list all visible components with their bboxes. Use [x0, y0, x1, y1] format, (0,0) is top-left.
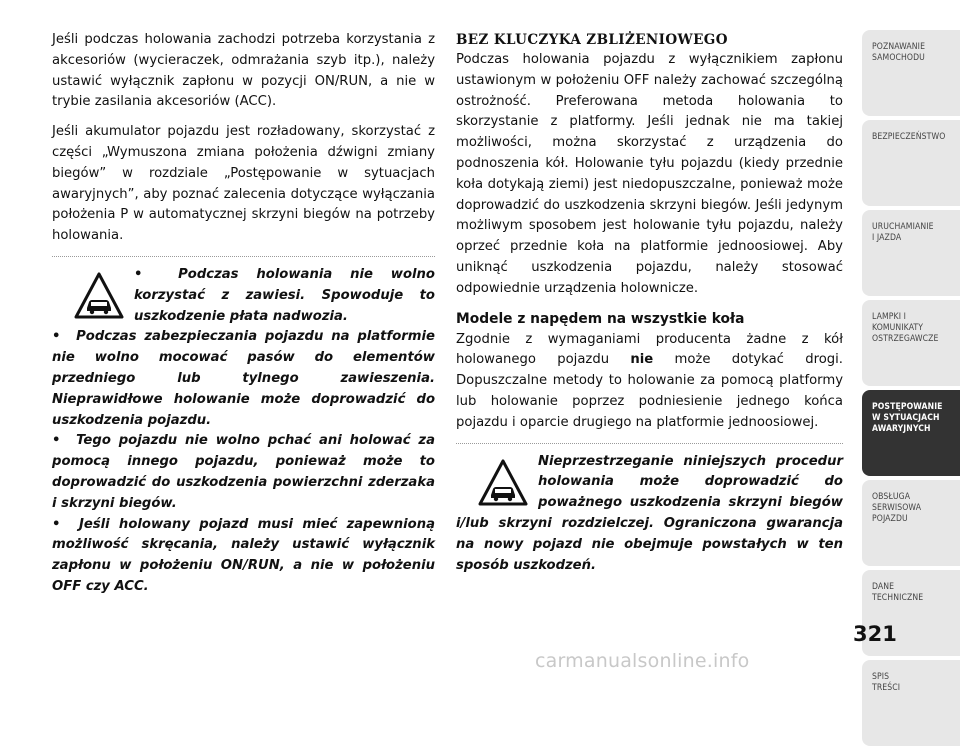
warning-item-2: • Podczas zabezpieczania pojazdu na platformie nie wolno mocować pasów do elementów przedniego lub tylnego zawieszenia. Nieprawidłowe holowanie może doprowadzić do uszkodzenia pojazdu. [52, 327, 435, 431]
paragraph-battery: Jeśli akumulator pojazdu jest rozładowany, skorzystać z części „Wymuszona zmiana położenia dźwigni zmiany biegów” w rozdziale „Postępowanie w sytuacjach awaryjnych”, aby poznać zalecenia dotyczące wyłączania położenia P w automatycznej skrzyni biegów na potrzeby holowania. [52, 124, 435, 244]
awd-text-start: Zgodnie z wymaganiami producenta żadne z kół holowanego pojazdu [456, 331, 843, 368]
awd-text-bold: nie [630, 352, 654, 368]
warning-box-right [456, 443, 843, 577]
subheading-awd: Modele z napędem na wszystkie koła [456, 310, 745, 327]
warning-item-1: • Podczas holowania nie wolno korzystać z zawiesi. Spowoduje to uszkodzenie płata nadwozia. [52, 265, 435, 327]
warning-item-3: • Tego pojazdu nie wolno pchać ani holować za pomocą innego pojazdu, ponieważ może to doprowadzić do uszkodzenia powierzchni zderzaka i skrzyni biegów. [52, 431, 435, 514]
paragraph-keyless: Podczas holowania pojazdu z wyłącznikiem zapłonu ustawionym w położeniu OFF należy zachować szczególną ostrożność. Preferowana metoda holowania to skorzystanie z platformy. Jeśli jednak nie ma takiej możliwości, można skorzystać z urządzenia do podnoszenia kół. Holowanie tyłu pojazdu (kiedy przednie koła dotykają ziemi) jest niedopuszczalne, ponieważ może doprowadzić do uszkodzenia skrzyni biegów. Jeśli jedynym możliwym sposobem jest holowanie tyłu pojazdu, należy oprzeć przednie koła na platformie jednoosiowej. Aby uniknąć uszkodzenia pojazdu, należy stosować odpowiednie urządzenia holownicze. [456, 52, 843, 296]
chapter-tab-4[interactable]: LAMPKI I KOMUNIKATY OSTRZEGAWCZE [862, 300, 960, 386]
paragraph-accessories: Jeśli podczas holowania zachodzi potrzeba korzystania z akcesoriów (wycieraczek, odmrażania szyb itp.), należy ustawić wyłącznik zapłonu w pozycji ON/RUN, a nie w trybie zasilania akcesoriów (ACC). [52, 32, 435, 110]
page-number: 321 [853, 622, 897, 646]
footer-watermark: carmanualsonline.info [535, 650, 750, 672]
left-column [52, 30, 435, 598]
right-column [456, 30, 843, 576]
warning-text-right: Nieprzestrzeganie niniejszych procedur holowania może doprowadzić do poważnego uszkodzenia skrzyni biegów i/lub skrzyni rozdzielczej. Ograniczona gwarancja na nowy pojazd nie obejmuje powstałych w ten sposób uszkodzeń. [456, 453, 843, 573]
chapter-tab-3[interactable]: URUCHAMIANIE I JAZDA [862, 210, 960, 296]
awd-text-end: może dotykać drogi. Dopuszczalne metody to holowanie za pomocą platformy lub holowanie poprzez podniesienie jednego końca pojazdu i oparcie drugiego na platformie jednoosiowej. [456, 352, 843, 430]
chapter-tab-6[interactable]: OBSŁUGA SERWISOWA POJAZDU [862, 480, 960, 566]
chapter-tab-7[interactable]: DANE TECHNICZNE [862, 570, 960, 656]
warning-box-left [52, 256, 435, 598]
warning-triangle-car-icon [74, 271, 124, 321]
warning-item-4: • Jeśli holowany pojazd musi mieć zapewnioną możliwość skręcania, należy ustawić wyłącznik zapłonu w położeniu ON/RUN, a nie w położeniu OFF czy ACC. [52, 515, 435, 598]
chapter-tab-5[interactable]: POSTĘPOWANIE W SYTUACJACH AWARYJNYCH [862, 390, 960, 476]
chapter-tab-2[interactable]: BEZPIECZEŃSTWO [862, 120, 960, 206]
warning-triangle-car-icon [478, 458, 528, 508]
paragraph-awd [456, 330, 843, 434]
chapter-tab-1[interactable]: POZNAWANIE SAMOCHODU [862, 30, 960, 116]
section-heading: BEZ KLUCZYKA ZBLIŻENIOWEGO [456, 32, 728, 48]
chapter-tab-8[interactable]: SPIS TREŚCI [862, 660, 960, 746]
